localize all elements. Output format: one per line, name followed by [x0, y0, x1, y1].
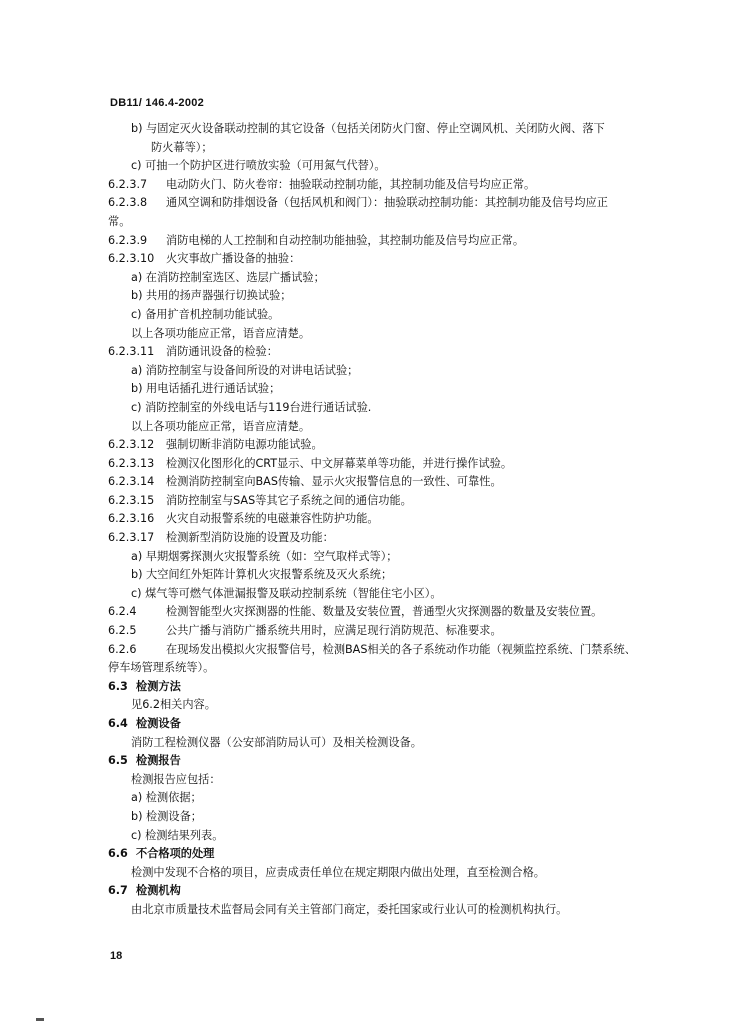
- clause-text: 以上各项功能应正常，语音应清楚。: [131, 326, 311, 340]
- clause-6-2-4: [108, 603, 668, 622]
- clause-6-2-3-15: [108, 492, 668, 511]
- text-line: [108, 789, 668, 808]
- clause-text: c) 消防控制室的外线电话与119台进行通话试验.: [131, 400, 372, 414]
- section-heading: 检测方法: [136, 679, 181, 693]
- clause-number: 6.2.6: [108, 642, 137, 656]
- clause-number: 6.2.3.16: [108, 512, 155, 526]
- text-line: [108, 399, 668, 418]
- clause-text: 消防控制室与SAS等其它子系统之间的通信功能。: [166, 493, 412, 507]
- clause-number: 6.2.3.11: [108, 345, 155, 359]
- text-line: [108, 380, 668, 399]
- text-line: [108, 696, 668, 715]
- text-line: [108, 306, 668, 325]
- clause-number: 6.2.3.12: [108, 438, 155, 452]
- clause-6-6: [108, 845, 668, 864]
- clause-number: 6.6: [108, 847, 128, 861]
- clause-6-2-3-14: [108, 473, 668, 492]
- section-heading: 检测报告: [136, 754, 181, 768]
- clause-number: 6.2.5: [108, 624, 137, 638]
- text-line: [108, 771, 668, 790]
- text-line: [108, 808, 668, 827]
- clause-text: 常。: [108, 214, 131, 228]
- clause-number: 6.2.3.8: [108, 196, 148, 210]
- text-line: [108, 864, 668, 883]
- clause-text: b) 与固定灭火设备联动控制的其它设备（包括关闭防火门窗、停止空调风机、关闭防火阀、落下: [131, 122, 605, 135]
- clause-number: 6.2.4: [108, 605, 137, 619]
- clause-text: 检测新型消防设施的设置及功能：: [166, 531, 334, 545]
- clause-text: a) 检测依据；: [131, 791, 202, 805]
- clause-text: b) 共用的扬声器强行切换试验；: [131, 289, 292, 303]
- text-line: [108, 901, 668, 920]
- clause-6-2-6: [108, 641, 668, 660]
- clause-6-2-3-13: [108, 455, 668, 474]
- clause-text: 火灾事故广播设备的抽验：: [166, 252, 301, 266]
- clause-6-2-3-11: [108, 343, 668, 362]
- clause-6-2-3-8: [108, 194, 668, 213]
- clause-6-2-3-7: [108, 176, 668, 195]
- clause-6-5: [108, 752, 668, 771]
- clause-6-4: [108, 715, 668, 734]
- clause-text: a) 早期烟雾探测火灾报警系统（如：空气取样式等）；: [131, 549, 398, 563]
- clause-number: 6.2.3.17: [108, 531, 155, 545]
- clause-text: c) 可抽一个防护区进行喷放实验（可用氮气代替）。: [131, 159, 386, 173]
- text-line: [108, 362, 668, 381]
- clause-text: 消防工程检测仪器（公安部消防局认可）及相关检测设备。: [131, 735, 422, 749]
- clause-text: 停车场管理系统等）。: [108, 661, 215, 675]
- text-line: [108, 325, 668, 344]
- clause-text: 检测智能型火灾探测器的性能、数量及安装位置，普通型火灾探测器的数量及安装位置。: [166, 605, 603, 619]
- clause-6-2-3-12: [108, 436, 668, 455]
- text-line: [108, 213, 668, 232]
- clause-number: 6.7: [108, 884, 128, 898]
- clause-text: a) 消防控制室与设备间所设的对讲电话试验；: [131, 363, 359, 377]
- clause-text: 通风空调和防排烟设备（包括风机和阀门）：抽验联动控制功能：其控制功能及信号均应正: [166, 196, 608, 210]
- clause-number: 6.2.3.10: [108, 252, 155, 266]
- document-body: [108, 120, 668, 920]
- clause-text: b) 检测设备；: [131, 809, 202, 823]
- clause-text: 强制切断非消防电源功能试验。: [166, 438, 323, 452]
- clause-text: 火灾自动报警系统的电磁兼容性防护功能。: [166, 512, 379, 526]
- clause-number: 6.2.3.9: [108, 233, 148, 247]
- clause-number: 6.2.3.7: [108, 177, 148, 191]
- text-line: [108, 157, 668, 176]
- clause-text: 公共广播与消防广播系统共用时，应满足现行消防规范、标准要求。: [166, 624, 502, 638]
- clause-text: b) 大空间红外矩阵计算机火灾报警系统及灭火系统；: [131, 568, 393, 582]
- clause-text: c) 检测结果列表。: [131, 828, 224, 842]
- clause-6-2-3-17: [108, 529, 668, 548]
- text-line: [108, 734, 668, 753]
- clause-6-2-3-16: [108, 510, 668, 529]
- text-line: [108, 827, 668, 846]
- clause-text: 在现场发出模拟火灾报警信号，检测BAS相关的各子系统动作功能（视频监控系统、门禁系统、: [166, 642, 636, 656]
- text-line: [108, 548, 668, 567]
- page-number: 18: [110, 950, 123, 962]
- standard-code-header: DB11/ 146.4-2002: [110, 97, 205, 109]
- clause-text: c) 煤气等可燃气体泄漏报警及联动控制系统（智能住宅小区）。: [131, 586, 442, 600]
- text-line: [108, 418, 668, 437]
- clause-6-3: [108, 678, 668, 697]
- clause-6-2-5: [108, 622, 668, 641]
- clause-text: 见6.2相关内容。: [131, 698, 216, 712]
- clause-text: a) 在消防控制室选区、选层广播试验；: [131, 270, 325, 284]
- clause-6-2-3-9: [108, 232, 668, 251]
- clause-text: b) 用电话插孔进行通话试验；: [131, 382, 281, 396]
- clause-6-2-3-10: [108, 250, 668, 269]
- text-line: [108, 659, 668, 678]
- clause-6-7: [108, 882, 668, 901]
- section-heading: 检测设备: [136, 717, 181, 730]
- clause-number: 6.4: [108, 717, 128, 730]
- text-line: [108, 139, 668, 158]
- text-line: [108, 269, 668, 288]
- clause-text: 检测消防控制室向BAS传输、显示火灾报警信息的一致性、可靠性。: [166, 475, 502, 489]
- clause-text: 检测中发现不合格的项目，应责成责任单位在规定期限内做出处理，直至检测合格。: [131, 865, 545, 879]
- clause-number: 6.5: [108, 754, 128, 768]
- section-heading: 检测机构: [136, 884, 181, 898]
- text-line: [108, 120, 668, 139]
- text-line: [108, 287, 668, 306]
- clause-text: 消防电梯的人工控制和自动控制功能抽验，其控制功能及信号均应正常。: [166, 233, 525, 247]
- text-line: [108, 566, 668, 585]
- scan-speck: [36, 1018, 44, 1021]
- clause-text: c) 备用扩音机控制功能试验。: [131, 307, 280, 321]
- clause-text: 电动防火门、防火卷帘：抽验联动控制功能，其控制功能及信号均应正常。: [166, 177, 536, 191]
- text-line: [108, 585, 668, 604]
- clause-number: 6.3: [108, 679, 128, 693]
- section-heading: 不合格项的处理: [136, 847, 215, 861]
- clause-text: 检测汉化图形化的CRT显示、中文屏幕菜单等功能，并进行操作试验。: [166, 456, 513, 470]
- clause-number: 6.2.3.15: [108, 493, 155, 507]
- clause-text: 以上各项功能应正常，语音应清楚。: [131, 419, 311, 433]
- clause-text: 防火幕等）；: [151, 140, 213, 154]
- clause-text: 由北京市质量技术监督局会同有关主管部门商定，委托国家或行业认可的检测机构执行。: [131, 902, 568, 916]
- clause-text: 消防通讯设备的检验：: [166, 345, 278, 359]
- clause-text: 检测报告应包括：: [131, 772, 221, 786]
- clause-number: 6.2.3.14: [108, 475, 155, 489]
- clause-number: 6.2.3.13: [108, 456, 155, 470]
